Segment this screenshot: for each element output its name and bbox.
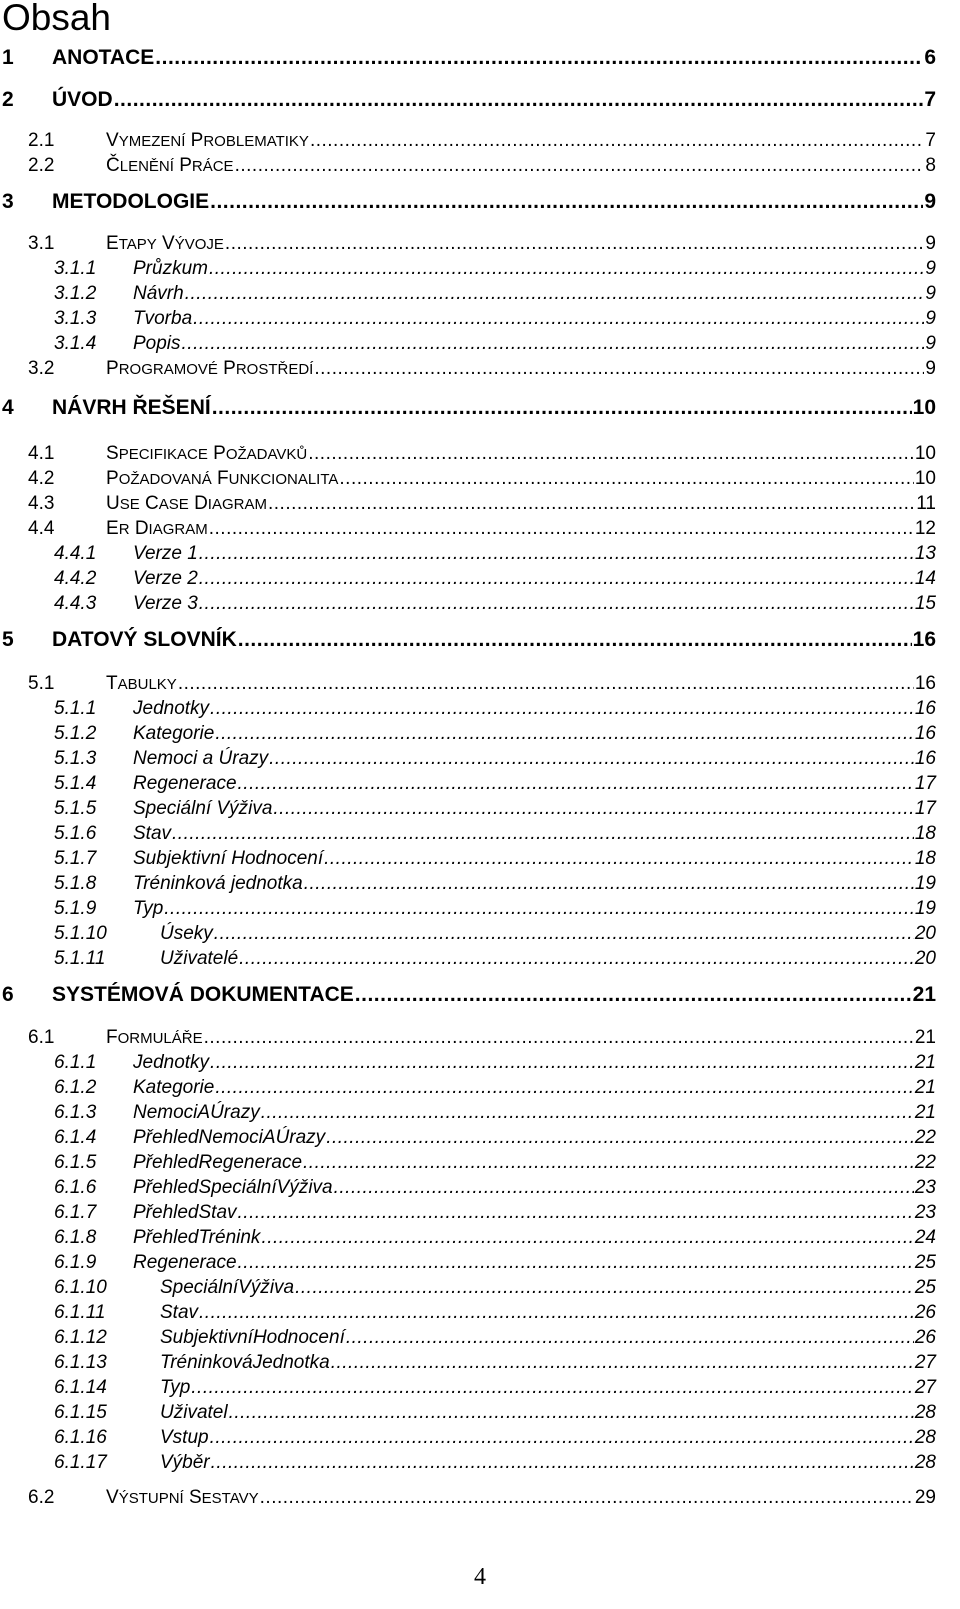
page-number: 4 bbox=[474, 1564, 486, 1590]
toc-leader-dots bbox=[261, 1102, 914, 1124]
toc-entry[interactable] bbox=[54, 308, 936, 330]
toc-entry-number: 6.1.3 bbox=[54, 1102, 97, 1123]
toc-entry-title: DATOVÝ SLOVNÍK bbox=[52, 628, 237, 651]
toc-entry-page: 12 bbox=[914, 518, 936, 539]
toc-leader-dots bbox=[209, 258, 924, 280]
toc-entry-number: 4.4 bbox=[28, 518, 55, 539]
toc-entry-title: SpeciálníVýživa bbox=[160, 1277, 295, 1298]
toc-entry[interactable] bbox=[54, 698, 936, 720]
toc-entry-title: PřehledStav bbox=[133, 1202, 237, 1223]
toc-entry-page: 9 bbox=[925, 333, 936, 354]
toc-entry-number: 6.1.5 bbox=[54, 1152, 97, 1173]
toc-entry-page: 23 bbox=[914, 1202, 936, 1223]
toc-leader-dots bbox=[182, 333, 925, 355]
toc-entry-page: 10 bbox=[914, 468, 936, 489]
toc-entry-page: 16 bbox=[912, 628, 936, 651]
toc-entry-page: 11 bbox=[916, 493, 936, 514]
toc-entry-number: 6.1.4 bbox=[54, 1127, 97, 1148]
toc-entry[interactable] bbox=[2, 396, 936, 420]
toc-entry-title: FORMULÁŘE bbox=[106, 1027, 203, 1048]
toc-entry-number: 5.1.1 bbox=[54, 698, 97, 719]
toc-entry[interactable] bbox=[54, 1377, 936, 1399]
toc-entry[interactable] bbox=[54, 1202, 936, 1224]
toc-entry-page: 22 bbox=[914, 1152, 936, 1173]
toc-entry-page: 24 bbox=[914, 1227, 936, 1248]
toc-entry-page: 13 bbox=[914, 543, 936, 564]
toc-leader-dots bbox=[211, 1452, 914, 1474]
toc-leader-dots bbox=[172, 823, 914, 845]
toc-entry-title: ÚVOD bbox=[52, 88, 113, 111]
toc-leader-dots bbox=[326, 1127, 914, 1149]
toc-entry[interactable] bbox=[54, 1177, 936, 1199]
toc-leader-dots bbox=[212, 396, 912, 420]
toc-entry-number: 6.1.10 bbox=[54, 1277, 107, 1298]
toc-entry-page: 9 bbox=[925, 233, 936, 254]
toc-leader-dots bbox=[346, 1327, 914, 1349]
toc-entry-title: Popis bbox=[133, 333, 181, 354]
toc-entry-page: 28 bbox=[914, 1452, 936, 1473]
toc-entry-number: 5 bbox=[2, 628, 14, 651]
toc-entry-title: ČLENĚNÍ PRÁCE bbox=[106, 155, 234, 176]
toc-entry-title: Tvorba bbox=[133, 308, 193, 329]
toc-entry-title: TABULKY bbox=[106, 673, 177, 694]
toc-entry-number: 4.4.1 bbox=[54, 543, 97, 564]
toc-entry-title: SubjektivníHodnocení bbox=[160, 1327, 345, 1348]
toc-entry-number: 5.1.4 bbox=[54, 773, 97, 794]
toc-entry-number: 6.1.9 bbox=[54, 1252, 97, 1273]
toc-entry-page: 23 bbox=[914, 1177, 936, 1198]
toc-entry-number: 2 bbox=[2, 88, 14, 111]
toc-entry[interactable] bbox=[54, 568, 936, 590]
toc-entry[interactable] bbox=[54, 748, 936, 770]
toc-leader-dots bbox=[178, 673, 914, 695]
toc-leader-dots bbox=[191, 1377, 914, 1399]
toc-entry-number: 3.2 bbox=[28, 358, 55, 379]
toc-leader-dots bbox=[235, 155, 925, 177]
toc-entry-number: 6.1.8 bbox=[54, 1227, 97, 1248]
page-title: Obsah bbox=[2, 0, 112, 38]
toc-entry-number: 6.1.16 bbox=[54, 1427, 107, 1448]
toc-entry-title: Typ bbox=[133, 898, 164, 919]
toc-entry-title: PřehledTrénink bbox=[133, 1227, 261, 1248]
toc-entry-title: SPECIFIKACE POŽADAVKŮ bbox=[106, 443, 308, 464]
toc-entry-title: Stav bbox=[160, 1302, 199, 1323]
toc-leader-dots bbox=[238, 773, 914, 795]
toc-entry-title: Výběr bbox=[160, 1452, 210, 1473]
toc-entry-number: 5.1.2 bbox=[54, 723, 97, 744]
toc-entry-title: Průzkum bbox=[133, 258, 208, 279]
toc-leader-dots bbox=[210, 1052, 914, 1074]
toc-entry-page: 28 bbox=[914, 1402, 936, 1423]
toc-entry-number: 4.4.3 bbox=[54, 593, 97, 614]
toc-entry[interactable] bbox=[2, 88, 936, 112]
toc-entry-number: 5.1.9 bbox=[54, 898, 97, 919]
toc-entry-number: 5.1.11 bbox=[54, 948, 106, 969]
toc-entry[interactable] bbox=[54, 1302, 936, 1324]
toc-entry-page: 21 bbox=[914, 1027, 936, 1048]
toc-entry-title: POŽADOVANÁ FUNKCIONALITA bbox=[106, 468, 339, 489]
toc-entry-title: ER DIAGRAM bbox=[106, 518, 208, 539]
toc-entry-number: 5.1.7 bbox=[54, 848, 97, 869]
toc-entry-page: 8 bbox=[925, 155, 936, 176]
toc-entry-title: USE CASE DIAGRAM bbox=[106, 493, 267, 514]
toc-entry-number: 4.2 bbox=[28, 468, 55, 489]
toc-entry-page: 18 bbox=[914, 823, 936, 844]
toc-entry-title: NÁVRH ŘEŠENÍ bbox=[52, 396, 211, 419]
toc-leader-dots bbox=[185, 283, 925, 305]
toc-leader-dots bbox=[155, 46, 923, 70]
toc-entry[interactable] bbox=[54, 1277, 936, 1299]
toc-entry[interactable] bbox=[54, 1252, 936, 1274]
toc-entry-number: 3.1.3 bbox=[54, 308, 97, 329]
toc-entry[interactable] bbox=[54, 1102, 936, 1124]
toc-leader-dots bbox=[261, 1227, 913, 1249]
toc-entry[interactable] bbox=[54, 283, 936, 305]
toc-entry-number: 5.1.5 bbox=[54, 798, 97, 819]
toc-entry-number: 3.1 bbox=[28, 233, 55, 254]
toc-entry-page: 25 bbox=[914, 1252, 936, 1273]
toc-entry-title: ANOTACE bbox=[52, 46, 155, 69]
toc-entry-page: 20 bbox=[914, 923, 936, 944]
toc-leader-dots bbox=[199, 543, 914, 565]
toc-entry[interactable] bbox=[54, 333, 936, 355]
toc-entry-title: VYMEZENÍ PROBLEMATIKY bbox=[106, 130, 309, 151]
toc-entry-title: Kategorie bbox=[133, 723, 215, 744]
toc-entry[interactable] bbox=[54, 258, 936, 280]
toc-entry-number: 6.1.17 bbox=[54, 1452, 107, 1473]
toc-entry-page: 20 bbox=[914, 948, 936, 969]
toc-entry-number: 3.1.4 bbox=[54, 333, 97, 354]
toc-entry[interactable] bbox=[54, 723, 936, 745]
toc-leader-dots bbox=[273, 798, 913, 820]
toc-entry[interactable] bbox=[54, 1127, 936, 1149]
toc-entry-number: 5.1.6 bbox=[54, 823, 97, 844]
toc-entry-page: 7 bbox=[924, 88, 936, 111]
toc-entry-page: 18 bbox=[914, 848, 936, 869]
toc-leader-dots bbox=[331, 1352, 914, 1374]
toc-entry-page: 9 bbox=[925, 308, 936, 329]
toc-entry-page: 16 bbox=[914, 698, 936, 719]
toc-entry[interactable] bbox=[28, 518, 936, 540]
toc-entry-page: 21 bbox=[914, 1077, 936, 1098]
toc-entry-title: Vstup bbox=[160, 1427, 209, 1448]
toc-leader-dots bbox=[260, 1487, 914, 1509]
toc-entry-number: 2.2 bbox=[28, 155, 55, 176]
toc-entry-page: 6 bbox=[924, 46, 936, 69]
toc-leader-dots bbox=[210, 1427, 914, 1449]
toc-entry-page: 28 bbox=[914, 1427, 936, 1448]
toc-entry-page: 29 bbox=[914, 1487, 936, 1508]
toc-entry-page: 17 bbox=[914, 773, 936, 794]
toc-leader-dots bbox=[324, 848, 914, 870]
toc-entry-title: PřehledNemociAÚrazy bbox=[133, 1127, 326, 1148]
toc-entry[interactable] bbox=[2, 628, 936, 652]
toc-leader-dots bbox=[210, 698, 914, 720]
toc-entry-title: PřehledSpeciálníVýživa bbox=[133, 1177, 333, 1198]
toc-entry-page: 27 bbox=[914, 1377, 936, 1398]
toc-leader-dots bbox=[310, 130, 924, 152]
toc-leader-dots bbox=[238, 1202, 914, 1224]
toc-entry-page: 7 bbox=[925, 130, 936, 151]
toc-entry-page: 19 bbox=[914, 873, 936, 894]
toc-leader-dots bbox=[238, 1252, 914, 1274]
toc-entry-page: 21 bbox=[914, 1052, 936, 1073]
toc-entry-title: TréninkováJednotka bbox=[160, 1352, 330, 1373]
toc-leader-dots bbox=[199, 1302, 914, 1324]
toc-entry-title: Jednotky bbox=[133, 698, 210, 719]
toc-leader-dots bbox=[199, 568, 914, 590]
toc-leader-dots bbox=[214, 923, 914, 945]
toc-entry[interactable] bbox=[54, 1352, 936, 1374]
toc-entry-number: 5.1 bbox=[28, 673, 55, 694]
toc-leader-dots bbox=[239, 948, 914, 970]
toc-entry-title: Kategorie bbox=[133, 1077, 215, 1098]
toc-entry-number: 6.1.11 bbox=[54, 1302, 106, 1323]
toc-entry-number: 6.1.14 bbox=[54, 1377, 107, 1398]
toc-leader-dots bbox=[334, 1177, 914, 1199]
toc-entry-title: Regenerace bbox=[133, 1252, 237, 1273]
toc-entry-page: 16 bbox=[914, 723, 936, 744]
toc-leader-dots bbox=[114, 88, 924, 112]
toc-leader-dots bbox=[215, 1077, 914, 1099]
toc-entry-title: Verze 3 bbox=[133, 593, 198, 614]
toc-entry-page: 21 bbox=[914, 1102, 936, 1123]
toc-entry-page: 9 bbox=[925, 258, 936, 279]
toc-leader-dots bbox=[193, 308, 924, 330]
toc-entry-number: 5.1.10 bbox=[54, 923, 107, 944]
toc-entry[interactable] bbox=[28, 130, 936, 152]
toc-entry[interactable] bbox=[28, 468, 936, 490]
toc-leader-dots bbox=[304, 873, 914, 895]
toc-entry-number: 6.1.2 bbox=[54, 1077, 97, 1098]
toc-entry[interactable] bbox=[2, 983, 936, 1007]
toc-entry-number: 5.1.3 bbox=[54, 748, 97, 769]
toc-leader-dots bbox=[204, 1027, 914, 1049]
toc-entry-page: 15 bbox=[914, 593, 936, 614]
toc-entry-page: 26 bbox=[914, 1327, 936, 1348]
toc-entry-page: 16 bbox=[914, 748, 936, 769]
toc-entry-page: 21 bbox=[912, 983, 936, 1006]
toc-entry-page: 25 bbox=[914, 1277, 936, 1298]
toc-entry[interactable] bbox=[54, 1227, 936, 1249]
toc-leader-dots bbox=[209, 518, 914, 540]
toc-entry-number: 4.4.2 bbox=[54, 568, 97, 589]
toc-entry[interactable] bbox=[54, 1152, 936, 1174]
toc-entry[interactable] bbox=[28, 1027, 936, 1049]
toc-entry-title: Verze 1 bbox=[133, 543, 198, 564]
toc-leader-dots bbox=[199, 593, 914, 615]
toc-entry[interactable] bbox=[54, 593, 936, 615]
toc-entry[interactable] bbox=[54, 798, 936, 820]
toc-entry-page: 9 bbox=[924, 190, 936, 213]
toc-leader-dots bbox=[308, 443, 914, 465]
toc-entry-number: 6.1.6 bbox=[54, 1177, 97, 1198]
toc-entry[interactable] bbox=[54, 948, 936, 970]
toc-entry-title: PROGRAMOVÉ PROSTŘEDÍ bbox=[106, 358, 314, 379]
toc-entry[interactable] bbox=[54, 823, 936, 845]
toc-entry-title: Nemoci a Úrazy bbox=[133, 748, 269, 769]
toc-entry[interactable] bbox=[54, 773, 936, 795]
toc-entry-page: 9 bbox=[925, 358, 936, 379]
toc-entry[interactable] bbox=[28, 443, 936, 465]
toc-entry-title: Typ bbox=[160, 1377, 191, 1398]
toc-entry-page: 9 bbox=[925, 283, 936, 304]
toc-entry-title: METODOLOGIE bbox=[52, 190, 210, 213]
toc-entry-title: Stav bbox=[133, 823, 172, 844]
toc-leader-dots bbox=[229, 1402, 914, 1424]
toc-entry-title: Subjektivní Hodnocení bbox=[133, 848, 324, 869]
toc-entry[interactable] bbox=[28, 155, 936, 177]
toc-entry-number: 4.3 bbox=[28, 493, 55, 514]
toc-entry[interactable] bbox=[54, 1427, 936, 1449]
toc-entry-title: NemociAÚrazy bbox=[133, 1102, 260, 1123]
toc-leader-dots bbox=[303, 1152, 914, 1174]
toc-leader-dots bbox=[164, 898, 914, 920]
toc-entry[interactable] bbox=[54, 873, 936, 895]
toc-entry[interactable] bbox=[2, 190, 936, 214]
toc-entry-number: 6.1.1 bbox=[54, 1052, 97, 1073]
toc-entry-title: VÝSTUPNÍ SESTAVY bbox=[106, 1487, 259, 1508]
toc-entry[interactable] bbox=[54, 898, 936, 920]
toc-entry-title: SYSTÉMOVÁ DOKUMENTACE bbox=[52, 983, 354, 1006]
toc-entry[interactable] bbox=[54, 1402, 936, 1424]
toc-entry-page: 16 bbox=[914, 673, 936, 694]
toc-entry[interactable] bbox=[28, 493, 936, 515]
toc-entry-number: 6.2 bbox=[28, 1487, 55, 1508]
toc-entry[interactable] bbox=[54, 1327, 936, 1349]
toc-entry-title: ETAPY VÝVOJE bbox=[106, 233, 224, 254]
toc-entry-title: PřehledRegenerace bbox=[133, 1152, 303, 1173]
toc-entry[interactable] bbox=[28, 358, 936, 380]
toc-entry-title: Speciální Výživa bbox=[133, 798, 273, 819]
toc-entry-title: Uživatelé bbox=[160, 948, 239, 969]
toc-entry[interactable] bbox=[54, 1077, 936, 1099]
toc-leader-dots bbox=[295, 1277, 914, 1299]
toc-entry[interactable] bbox=[54, 1052, 936, 1074]
toc-leader-dots bbox=[355, 983, 912, 1007]
toc-entry-number: 6.1.15 bbox=[54, 1402, 107, 1423]
toc-entry-number: 5.1.8 bbox=[54, 873, 97, 894]
toc-entry[interactable] bbox=[54, 543, 936, 565]
toc-entry-title: Úseky bbox=[160, 923, 213, 944]
toc-entry-number: 6.1.13 bbox=[54, 1352, 107, 1373]
toc-entry-page: 17 bbox=[914, 798, 936, 819]
toc-entry-number: 6.1 bbox=[28, 1027, 55, 1048]
toc-entry-page: 19 bbox=[914, 898, 936, 919]
toc-entry[interactable] bbox=[54, 1452, 936, 1474]
toc-entry-number: 1 bbox=[2, 46, 14, 69]
toc-entry-number: 4.1 bbox=[28, 443, 55, 464]
toc-entry-page: 26 bbox=[914, 1302, 936, 1323]
toc-entry-page: 10 bbox=[914, 443, 936, 464]
toc-entry[interactable] bbox=[54, 923, 936, 945]
toc-entry-title: Jednotky bbox=[133, 1052, 210, 1073]
toc-entry-title: Uživatel bbox=[160, 1402, 228, 1423]
toc-entry-number: 6.1.12 bbox=[54, 1327, 107, 1348]
toc-entry-page: 14 bbox=[914, 568, 936, 589]
toc-entry-title: Návrh bbox=[133, 283, 184, 304]
toc-entry-number: 3.1.2 bbox=[54, 283, 97, 304]
toc-entry-page: 10 bbox=[912, 396, 936, 419]
toc-entry-page: 27 bbox=[914, 1352, 936, 1373]
toc-entry[interactable] bbox=[28, 1487, 936, 1509]
toc-leader-dots bbox=[314, 358, 924, 380]
toc-entry-number: 4 bbox=[2, 396, 14, 419]
toc-entry-number: 3 bbox=[2, 190, 14, 213]
toc-entry-page: 22 bbox=[914, 1127, 936, 1148]
toc-entry[interactable] bbox=[28, 673, 936, 695]
toc-leader-dots bbox=[210, 190, 923, 214]
toc-entry[interactable] bbox=[28, 233, 936, 255]
toc-leader-dots bbox=[225, 233, 925, 255]
toc-leader-dots bbox=[268, 493, 915, 515]
toc-entry[interactable] bbox=[2, 46, 936, 70]
toc-entry-number: 6.1.7 bbox=[54, 1202, 97, 1223]
toc-entry-title: Regenerace bbox=[133, 773, 237, 794]
toc-entry-number: 3.1.1 bbox=[54, 258, 97, 279]
toc-leader-dots bbox=[339, 468, 913, 490]
toc-entry-title: Tréninková jednotka bbox=[133, 873, 303, 894]
toc-entry-title: Verze 2 bbox=[133, 568, 198, 589]
toc-entry-number: 2.1 bbox=[28, 130, 55, 151]
toc-leader-dots bbox=[238, 628, 912, 652]
toc-leader-dots bbox=[215, 723, 914, 745]
toc-entry[interactable] bbox=[54, 848, 936, 870]
toc-leader-dots bbox=[269, 748, 914, 770]
toc-entry-number: 6 bbox=[2, 983, 14, 1006]
